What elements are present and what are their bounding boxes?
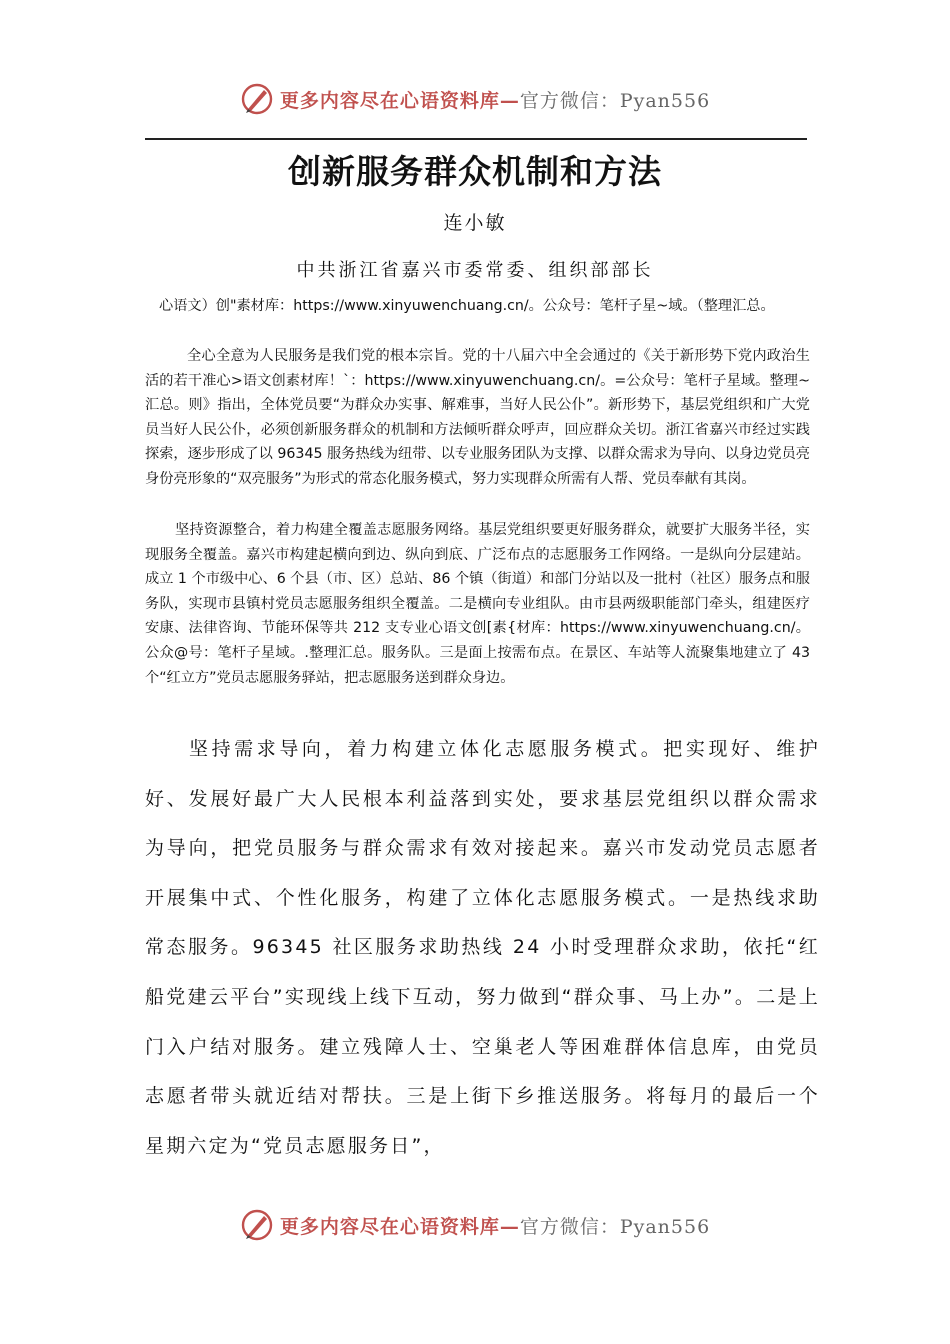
paragraph-2: 坚持资源整合，着力构建全覆盖志愿服务网络。基层党组织要更好服务群众，就要扩大服务半径，实现服务全覆盖。嘉兴市构建起横向到边、纵向到底、广泛布点的志愿服务工作网络。一是纵向分层建站。成立 1 个市级中心、6 个县（市、区）总站、86 个镇（街道）和部门分站以及一批村（社区）服务点和服务队，实现市县镇村党员志愿服务组织全覆盖。二是横向专业组队。由市县两级职能部门牵头，组建医疗安康、法律咨询、节能环保等共 212 支专业心语文创[素{材库：https://www.xinyuwenchuang.cn/。公众@号：笔杆子星域。.整理汇总。服务队。三是面上按需布点。在景区、车站等人流聚集地建立了 43 个“红立方”党员志愿服务驿站，把志愿服务送到群众身边。	[145, 522, 810, 686]
paragraph-1: 全心全意为人民服务是我们党的根本宗旨。党的十八届六中全会通过的《关于新形势下党内政治生活的若干准心>语文创素材库！`：https://www.xinyuwenchuang.cn/。=公众号：笔杆子星域。整理~汇总。则》指出，全体党员要“为群众办实事、解难事，当好人民公仆”。新形势下，基层党组织和广大党员当好人民公仆，必须创新服务群众的机制和方法倾听群众呼声，回应群众关切。浙江省嘉兴市经过实践探索，逐步形成了以 96345 服务热线为纽带、以专业服务团队为支撑、以群众需求为导向、以身边党员亮身份亮形象的“双亮服务”为形式的常态化服务模式，努力实现群众所需有人帮、党员奉献有其岗。	[145, 348, 810, 487]
paragraph-3: 坚持需求导向，着力构建立体化志愿服务模式。把实现好、维护好、发展好最广大人民根本利益落到实处，要求基层党组织以群众需求为导向，把党员服务与群众需求有效对接起来。嘉兴市发动党员志愿者开展集中式、个性化服务，构建了立体化志愿服务模式。一是热线求助常态服务。96345 社区服务求助热线 24 小时受理群众求助，依托“红船党建云平台”实现线上线下互动，努力做到“群众事、马上办”。二是上门入户结对服务。建立残障人士、空巢老人等困难群体信息库，由党员志愿者带头就近结对帮扶。三是上街下乡推送服务。将每月的最后一个星期六定为“党员志愿服务日”，	[145, 738, 820, 1157]
page-title: 创新服务群众机制和方法	[288, 152, 662, 191]
banner-text: 更多内容尽在心语资料库—官方微信：Pyan556	[279, 89, 711, 112]
footer-banner	[0, 1208, 950, 1242]
pen-logo-icon	[240, 82, 274, 116]
header-rule	[145, 138, 807, 140]
banner-text: 更多内容尽在心语资料库—官方微信：Pyan556	[279, 1215, 711, 1238]
paragraph-intro-note: 心语文）创"素材库：https://www.xinyuwenchuang.cn/。公众号：笔杆子星~域。（整理汇总。	[159, 298, 775, 314]
pen-logo-icon	[240, 1208, 274, 1242]
header-banner	[0, 82, 950, 116]
author-name: 连小敏	[443, 212, 507, 234]
author-position: 中共浙江省嘉兴市委常委、组织部部长	[296, 260, 654, 281]
